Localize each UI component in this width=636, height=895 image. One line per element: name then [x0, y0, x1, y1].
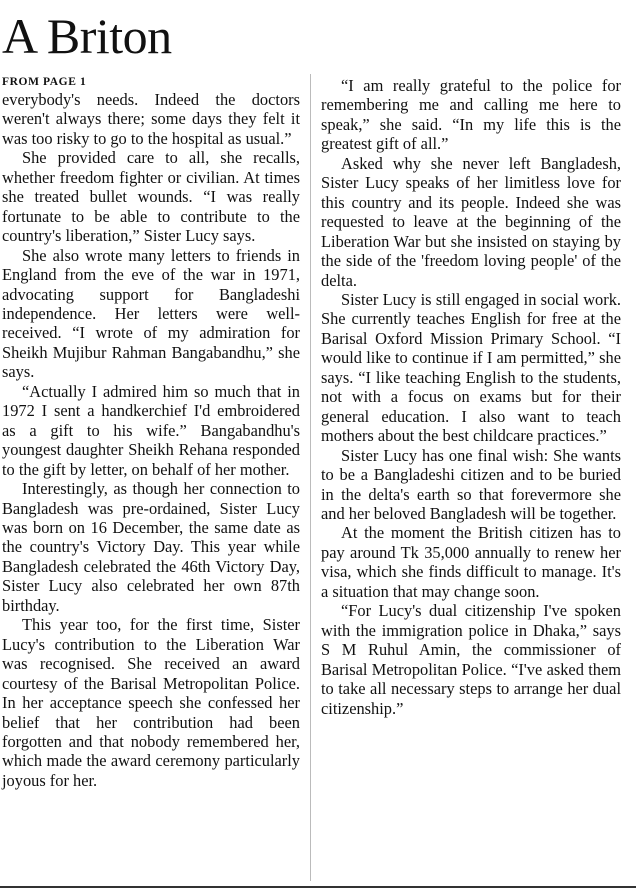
paragraph: “For Lucy's dual citizenship I've spoken with the immigration police in Dhaka,” says S M Ruhul Amin, the commissioner of Barisal Metropolitan Police. “I've asked them to take all necessary steps to arrange her dual citizenship.” — [321, 601, 621, 718]
column-divider — [310, 74, 311, 881]
article-column-left — [2, 74, 300, 790]
continued-from-label: FROM PAGE 1 — [2, 76, 87, 88]
paragraph: “Actually I admired him so much that in 1972 I sent a handkerchief I'd embroidered as a gift to his wife.” Bangabandhu's youngest daughter Sheikh Rehana responded to the gift by letter, on behalf of her mother. — [2, 381, 300, 479]
bottom-rule — [0, 886, 636, 888]
paragraph: She provided care to all, she recalls, whether freedom fighter or civilian. At times she treated bullet wounds. “I was really fortunate to be able to contribute to the country's liberation,” Sister Lucy says. — [2, 148, 300, 246]
paragraph: “I am really grateful to the police for remembering me and calling me here to speak,” she said. “In my life this is the greatest gift of all.” — [321, 76, 621, 154]
paragraph: She also wrote many letters to friends in England from the eve of the war in 1971, advocating support for Bangladeshi independence. Her letters were well-received. “I wrote of my admiration for Sheikh Mujibur Rahman Bangabandhu,” she says. — [2, 245, 300, 382]
paragraph: Asked why she never left Bangladesh, Sister Lucy speaks of her limitless love for this country and its people. Indeed she was requested to leave at the beginning of the Liberation War but she insisted on staying by the side of the 'freedom loving people' of the delta. — [321, 153, 621, 290]
paragraph: Sister Lucy has one final wish: She wants to be a Bangladeshi citizen and to be buried in the delta's earth so that forevermore she and her beloved Bangladesh will be together. — [321, 445, 621, 523]
paragraph: everybody's needs. Indeed the doctors weren't always there; some days they felt it was too risky to go to the hospital as usual.” — [2, 90, 300, 148]
paragraph: Interestingly, as though her connection to Bangladesh was pre-ordained, Sister Lucy was born on 16 December, the same date as the country's Victory Day. This year while Bangladesh celebrated the 46th Victory Day, Sister Lucy also celebrated her own 87th birthday. — [2, 479, 300, 615]
paragraph: Sister Lucy is still engaged in social work. She currently teaches English for free at the Barisal Oxford Mission Primary School. “I would like to continue if I am permitted,” she says. “I like teaching English to the students, not with a focus on exams but for their general education. I also want to teach mothers about the best childcare practices.” — [321, 289, 621, 446]
headline: A Briton — [2, 8, 172, 64]
paragraph: This year too, for the first time, Sister Lucy's contribution to the Liberation War was recognised. She received an award courtesy of the Barisal Metropolitan Police. In her acceptance speech she confessed her belief that her contribution had been forgotten and that nobody remembered her, which made the award ceremony particularly joyous for her. — [2, 615, 300, 790]
article-column-right — [321, 76, 621, 718]
paragraph: At the moment the British citizen has to pay around Tk 35,000 annually to renew her visa, which she finds difficult to manage. It's a situation that may change soon. — [321, 523, 621, 601]
